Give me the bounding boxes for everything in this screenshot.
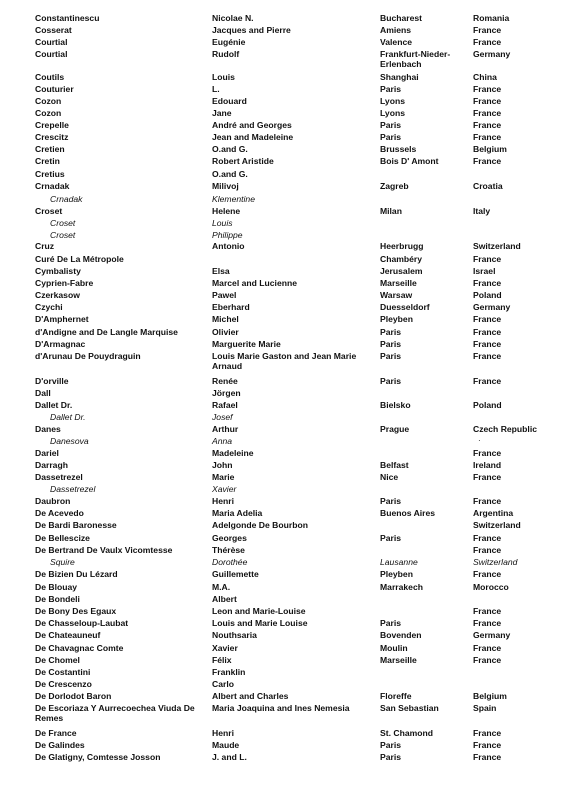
first-name-cell: Guillemette [212, 569, 259, 579]
surname-cell: Danes [35, 424, 61, 434]
city-cell: Buenos Aires [380, 508, 436, 518]
surname-cell: De Bizien Du Lézard [35, 569, 118, 579]
first-name-cell: Henri [212, 496, 234, 506]
surname-cell: Courtial [35, 49, 68, 59]
surname-cell: Curé De La Métropole [35, 254, 124, 264]
country-cell: France [473, 84, 502, 94]
first-name-cell: Marcel and Lucienne [212, 278, 298, 288]
country-cell: France [473, 108, 502, 118]
city-cell: Paris [380, 752, 402, 762]
surname-cell: Courtial [35, 37, 68, 47]
country-cell: France [473, 606, 502, 616]
surname-cell: D'orville [35, 376, 69, 386]
surname-cell: Czychi [35, 302, 63, 312]
city-cell: Amiens [380, 25, 412, 35]
city-cell: Chambéry [380, 254, 423, 264]
country-cell: France [473, 278, 502, 288]
city-cell: Lyons [380, 108, 405, 118]
surname-cell: Cymbalisty [35, 266, 81, 276]
first-name-cell: Leon and Marie-Louise [212, 606, 306, 616]
country-cell: France [473, 314, 502, 324]
surname-cell: De Glatigny, Comtesse Josson [35, 752, 161, 762]
first-name-cell: Rafael [212, 400, 238, 410]
surname-cell: Daubron [35, 496, 71, 506]
country-cell: France [473, 472, 502, 482]
country-cell: France [473, 740, 502, 750]
surname-cell: De Dorlodot Baron [35, 691, 112, 701]
country-cell: France [473, 643, 502, 653]
first-name-cell: Jacques and Pierre [212, 25, 291, 35]
first-name-cell: M.A. [212, 582, 231, 592]
first-name-cell: Helene [212, 206, 241, 216]
first-name-cell: Thérèse [212, 545, 245, 555]
country-cell: Poland [473, 290, 502, 300]
surname-cell: Cretius [35, 169, 65, 179]
surname-cell: Cyprien-Fabre [35, 278, 94, 288]
first-name-cell: Robert Aristide [212, 156, 274, 166]
first-name-cell: Louis [212, 72, 235, 82]
city-cell: Paris [380, 496, 402, 506]
city-cell: Bucharest [380, 13, 423, 23]
surname-cell: D'Amphernet [35, 314, 89, 324]
surname-cell: De Bondeli [35, 594, 80, 604]
country-cell: Poland [473, 400, 502, 410]
country-cell: France [473, 545, 502, 555]
first-name-cell: Rudolf [212, 49, 240, 59]
surname-cell: De Blouay [35, 582, 78, 592]
surname-cell: Constantinescu [35, 13, 100, 23]
city-cell: Bielsko [380, 400, 411, 410]
surname-cell: Dallet Dr. [35, 400, 73, 410]
first-name-cell: Franklin [212, 667, 246, 677]
surname-cell: Cozon [35, 108, 62, 118]
surname-cell: Cozon [35, 96, 62, 106]
country-cell: France [473, 25, 502, 35]
first-name-cell: Philippe [212, 230, 243, 240]
city-cell: Shanghai [380, 72, 419, 82]
country-cell: Morocco [473, 582, 509, 592]
first-name-cell: Nicolae N. [212, 13, 254, 23]
first-name-cell: Arthur [212, 424, 239, 434]
first-name-cell: Antonio [212, 241, 245, 251]
city-cell: Heerbrugg [380, 241, 424, 251]
country-cell: Spain [473, 703, 497, 713]
first-name-cell: Xavier [212, 643, 238, 653]
surname-cell: De Bellescize [35, 533, 90, 543]
city-cell: Pleyben [380, 569, 413, 579]
surname-cell: Crescitz [35, 132, 69, 142]
country-cell: Switzerland [473, 520, 521, 530]
first-name-cell: J. and L. [212, 752, 247, 762]
surname-cell: Czerkasow [35, 290, 80, 300]
country-cell: France [473, 37, 502, 47]
surname-cell: De Crescenzo [35, 679, 92, 689]
first-name-cell: Louis and Marie Louise [212, 618, 308, 628]
country-cell: France [473, 533, 502, 543]
country-cell: Italy [473, 206, 491, 216]
city-cell: Warsaw [380, 290, 413, 300]
first-name-cell: Jean and Madeleine [212, 132, 294, 142]
first-name-cell: Michel [212, 314, 239, 324]
first-name-cell: Milivoj [212, 181, 239, 191]
country-cell: France [473, 496, 502, 506]
surname-cell: Dassetrezel [35, 472, 83, 482]
city-cell: Belfast [380, 460, 409, 470]
surname-cell: Cruz [35, 241, 55, 251]
surname-cell: Crnadak [35, 181, 70, 191]
city-cell: Paris [380, 351, 402, 361]
country-cell: France [473, 339, 502, 349]
country-cell: Ireland [473, 460, 502, 470]
city-cell: Paris [380, 132, 402, 142]
surname-cell: De Chateauneuf [35, 630, 101, 640]
city-cell: Marseille [380, 655, 417, 665]
surname-cell: Cosserat [35, 25, 72, 35]
surname-cell: De Acevedo [35, 508, 84, 518]
city-cell: Zagreb [380, 181, 409, 191]
country-cell: France [473, 448, 502, 458]
surname-cell: Squire [50, 557, 75, 567]
city-cell: Duesseldorf [380, 302, 430, 312]
first-name-cell: Maria Joaquina and Ines Nemesia [212, 703, 350, 713]
city-cell: Prague [380, 424, 410, 434]
city-cell: Marseille [380, 278, 417, 288]
first-name-cell: André and Georges [212, 120, 292, 130]
surname-cell: Dallet Dr. [50, 412, 86, 422]
first-name-cell: Jörgen [212, 388, 241, 398]
surname-cell: Dariel [35, 448, 59, 458]
city-cell: Paris [380, 533, 402, 543]
surname-cell: Crepelle [35, 120, 69, 130]
surname-cell: De Bardi Baronesse [35, 520, 117, 530]
surname-cell: Coutils [35, 72, 65, 82]
country-cell: France [473, 351, 502, 361]
city-cell: Paris [380, 339, 402, 349]
country-cell: Croatia [473, 181, 503, 191]
surname-cell: De Costantini [35, 667, 91, 677]
surname-cell: De Chomel [35, 655, 80, 665]
first-name-cell: Elsa [212, 266, 230, 276]
city-cell: Paris [380, 740, 402, 750]
city-cell: Bois D' Amont [380, 156, 439, 166]
country-cell: France [473, 132, 502, 142]
first-name-cell: Xavier [212, 484, 237, 494]
surname-cell: Couturier [35, 84, 74, 94]
country-cell: France [473, 655, 502, 665]
city-cell: Nice [380, 472, 399, 482]
surname-cell: D'Armagnac [35, 339, 86, 349]
country-cell: France [473, 254, 502, 264]
country-cell: France [473, 569, 502, 579]
surname-cell: Cretien [35, 144, 65, 154]
first-name-cell: Edouard [212, 96, 247, 106]
stray-mark: · [478, 436, 481, 445]
city-cell: Marrakech [380, 582, 423, 592]
first-name-cell: John [212, 460, 233, 470]
first-name-cell: Adelgonde De Bourbon [212, 520, 308, 530]
surname-cell: De Chasseloup-Laubat [35, 618, 129, 628]
first-name-cell: Louis [212, 218, 233, 228]
first-name-cell: Pawel [212, 290, 237, 300]
first-name-cell: Maude [212, 740, 240, 750]
country-cell: Germany [473, 302, 511, 312]
surname-cell: d'Andigne and De Langle Marquise [35, 327, 178, 337]
country-cell: France [473, 156, 502, 166]
first-name-cell: Jane [212, 108, 232, 118]
first-name-cell: Eugénie [212, 37, 246, 47]
surname-cell: De Escoriaza Y Aurrecoechea Viuda De Remes [35, 703, 195, 723]
city-cell: Lausanne [380, 557, 418, 567]
country-cell: France [473, 120, 502, 130]
city-cell: St. Chamond [380, 728, 433, 738]
surname-cell: Crnadak [50, 194, 83, 204]
city-cell: Bovenden [380, 630, 422, 640]
surname-cell: Danesova [50, 436, 89, 446]
city-cell: Frankfurt-Nieder-Erlenbach [380, 49, 451, 69]
first-name-cell: Klementine [212, 194, 255, 204]
city-cell: Moulin [380, 643, 408, 653]
city-cell: Paris [380, 327, 402, 337]
first-name-cell: Dorothée [212, 557, 248, 567]
country-cell: Belgium [473, 144, 507, 154]
first-name-cell: O.and G. [212, 144, 248, 154]
country-cell: France [473, 752, 502, 762]
surname-cell: De Galindes [35, 740, 85, 750]
city-cell: Paris [380, 376, 402, 386]
surname-cell: d'Arunau De Pouydraguin [35, 351, 141, 361]
surname-cell: Croset [50, 218, 76, 228]
first-name-cell: Félix [212, 655, 232, 665]
first-name-cell: Marie [212, 472, 235, 482]
city-cell: Milan [380, 206, 402, 216]
city-cell: Paris [380, 618, 402, 628]
country-cell: Belgium [473, 691, 507, 701]
first-name-cell: Renée [212, 376, 238, 386]
country-cell: France [473, 618, 502, 628]
surname-cell: Cretin [35, 156, 60, 166]
country-cell: France [473, 376, 502, 386]
city-cell: Pleyben [380, 314, 413, 324]
first-name-cell: Henri [212, 728, 234, 738]
city-cell: Paris [380, 120, 402, 130]
first-name-cell: Albert and Charles [212, 691, 289, 701]
city-cell: Lyons [380, 96, 405, 106]
first-name-cell: Louis Marie Gaston and Jean Marie Arnaud [212, 351, 357, 371]
city-cell: Brussels [380, 144, 417, 154]
surname-cell: Dassetrezel [50, 484, 96, 494]
first-name-cell: L. [212, 84, 220, 94]
country-cell: Argentina [473, 508, 514, 518]
city-cell: Valence [380, 37, 413, 47]
first-name-cell: Marguerite Marie [212, 339, 281, 349]
surname-cell: Croset [35, 206, 63, 216]
country-cell: China [473, 72, 497, 82]
country-cell: France [473, 96, 502, 106]
surname-cell: Dall [35, 388, 51, 398]
first-name-cell: Anna [212, 436, 233, 446]
country-cell: France [473, 327, 502, 337]
city-cell: Floreffe [380, 691, 412, 701]
country-cell: Germany [473, 49, 511, 59]
country-cell: Switzerland [473, 241, 521, 251]
first-name-cell: Josef [212, 412, 233, 422]
first-name-cell: Albert [212, 594, 237, 604]
first-name-cell: Olivier [212, 327, 239, 337]
country-cell: Germany [473, 630, 511, 640]
city-cell: Paris [380, 84, 402, 94]
first-name-cell: Carlo [212, 679, 234, 689]
surname-cell: De Bony Des Egaux [35, 606, 117, 616]
first-name-cell: O.and G. [212, 169, 248, 179]
country-cell: Switzerland [473, 557, 518, 567]
first-name-cell: Nouthsaria [212, 630, 257, 640]
surname-cell: De Bertrand De Vaulx Vicomtesse [35, 545, 173, 555]
city-cell: Jerusalem [380, 266, 423, 276]
surname-cell: De France [35, 728, 77, 738]
first-name-cell: Madeleine [212, 448, 254, 458]
surname-cell: Darragh [35, 460, 68, 470]
first-name-cell: Maria Adelia [212, 508, 263, 518]
country-cell: Romania [473, 13, 510, 23]
surname-cell: De Chavagnac Comte [35, 643, 124, 653]
country-cell: Israel [473, 266, 496, 276]
first-name-cell: Eberhard [212, 302, 250, 312]
city-cell: San Sebastian [380, 703, 439, 713]
first-name-cell: Georges [212, 533, 247, 543]
surname-cell: Croset [50, 230, 76, 240]
country-cell: France [473, 728, 502, 738]
country-cell: Czech Republic [473, 424, 537, 434]
